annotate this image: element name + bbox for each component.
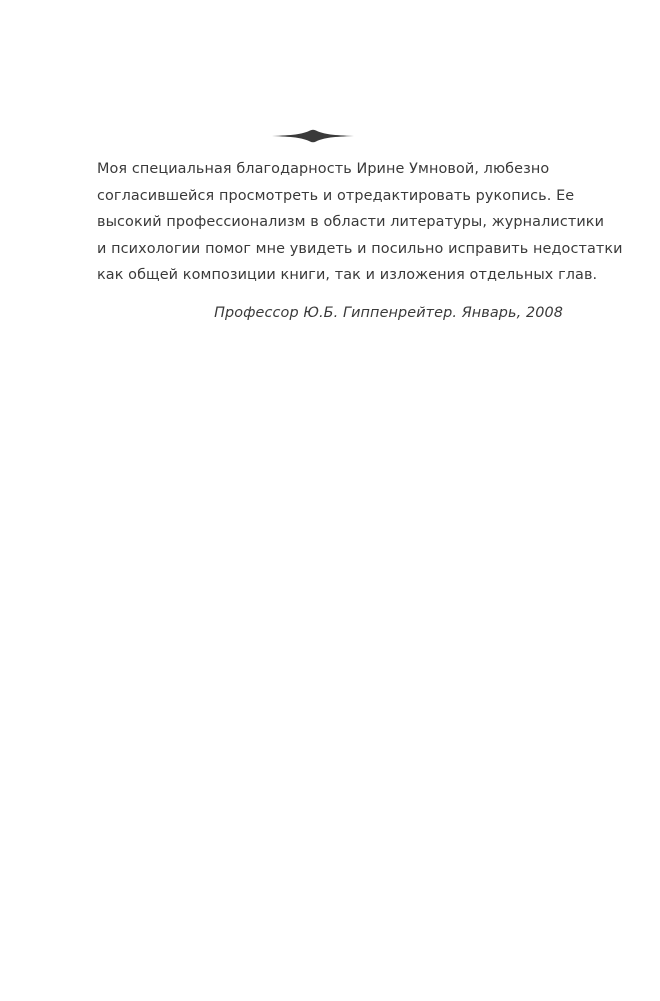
acknowledgement-paragraph [97, 156, 623, 289]
author-signature: Профессор Ю.Б. Гиппенрейтер. Январь, 2008 [214, 305, 563, 321]
acknowledgement-line: высокий профессионализм в области литературы, журналистики [97, 214, 605, 230]
flourish-divider-icon [272, 128, 354, 144]
acknowledgement-line: согласившейся просмотреть и отредактировать рукопись. Ее [97, 187, 575, 204]
acknowledgement-line: как общей композиции книги, так и изложения отдельных глав. [97, 267, 598, 283]
acknowledgement-line: Моя специальная благодарность Ирине Умновой, любезно [97, 161, 550, 177]
acknowledgement-line: и психологии помог мне увидеть и посильно исправить недостатки [97, 240, 623, 257]
